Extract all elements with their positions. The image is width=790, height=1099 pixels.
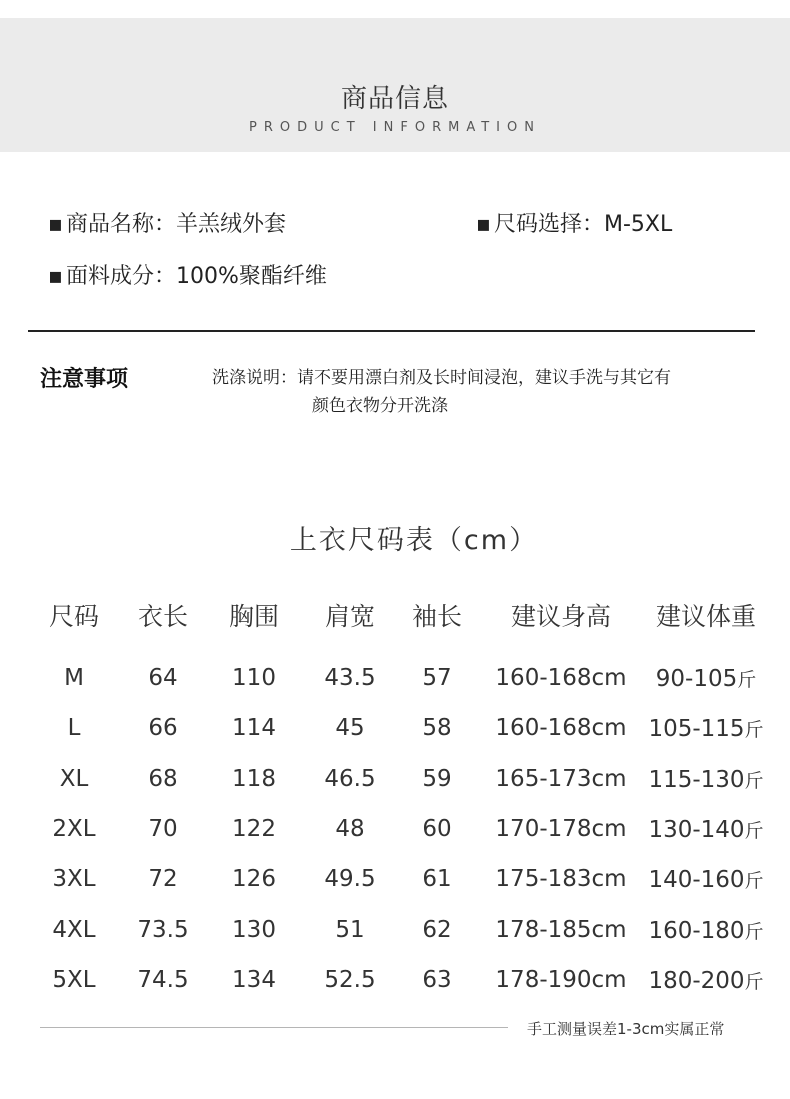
column-header-sleeve: 袖长 <box>411 602 463 631</box>
cell-sleeve: 59 <box>422 766 452 792</box>
weight-value: 180-200 <box>648 968 745 994</box>
cell-weight <box>648 715 763 742</box>
weight-unit: 斤 <box>744 971 764 993</box>
cell-chest: 130 <box>232 917 276 943</box>
cell-size: M <box>64 665 84 691</box>
product-name: 商品名称：羊羔绒外套 <box>66 212 287 237</box>
cell-sleeve: 63 <box>422 967 452 993</box>
cell-weight <box>648 816 763 843</box>
wash-instructions <box>212 364 752 420</box>
cell-length: 73.5 <box>137 917 189 943</box>
cell-size: L <box>67 715 81 741</box>
cell-height: 160-168cm <box>495 665 627 691</box>
cell-shoulder: 45 <box>335 715 365 741</box>
column-header-chest: 胸围 <box>228 602 280 631</box>
size-table-title: 上衣尺码表（cm） <box>289 525 539 556</box>
cell-size: XL <box>59 766 89 792</box>
material-item <box>48 259 327 290</box>
measurement-footnote: 手工测量误差1-3cm实属正常 <box>527 1020 725 1038</box>
cell-height: 178-190cm <box>495 967 627 993</box>
cell-height: 178-185cm <box>495 917 627 943</box>
cell-weight <box>656 665 756 692</box>
cell-length: 70 <box>148 816 178 842</box>
weight-value: 130-140 <box>648 817 745 843</box>
weight-unit: 斤 <box>744 820 764 842</box>
bullet-icon: ▪ <box>48 264 63 289</box>
page-subtitle: PRODUCT INFORMATION <box>249 120 541 135</box>
cell-chest: 114 <box>232 715 276 741</box>
weight-value: 90-105 <box>655 666 738 692</box>
cell-chest: 126 <box>232 866 276 892</box>
wash-line-2: 颜色衣物分开洗涤 <box>312 396 448 416</box>
cell-shoulder: 49.5 <box>324 866 376 892</box>
cell-length: 68 <box>148 766 178 792</box>
cell-size: 2XL <box>52 816 96 842</box>
column-header-height: 建议身高 <box>510 602 612 631</box>
cell-weight <box>648 866 763 893</box>
cell-chest: 134 <box>232 967 276 993</box>
weight-value: 115-130 <box>648 767 745 793</box>
material: 面料成分：100%聚酯纤维 <box>66 264 327 289</box>
cell-weight <box>648 766 763 793</box>
cell-weight <box>648 917 763 944</box>
cell-height: 170-178cm <box>495 816 627 842</box>
weight-unit: 斤 <box>744 770 764 792</box>
cell-shoulder: 52.5 <box>324 967 376 993</box>
cell-weight <box>648 967 763 994</box>
cell-shoulder: 51 <box>335 917 365 943</box>
cell-sleeve: 57 <box>422 665 452 691</box>
size-range-item <box>476 207 672 238</box>
cell-length: 74.5 <box>137 967 189 993</box>
weight-value: 140-160 <box>648 867 745 893</box>
weight-unit: 斤 <box>744 719 764 741</box>
wash-line-1: 洗涤说明：请不要用漂白剂及长时间浸泡，建议手洗与其它有 <box>212 368 671 388</box>
cell-size: 3XL <box>52 866 96 892</box>
bullet-icon: ▪ <box>476 212 491 237</box>
weight-unit: 斤 <box>744 870 764 892</box>
weight-value: 105-115 <box>648 716 745 742</box>
page-title: 商品信息 <box>340 84 449 114</box>
cell-chest: 110 <box>232 665 276 691</box>
cell-size: 5XL <box>52 967 96 993</box>
cell-shoulder: 43.5 <box>324 665 376 691</box>
column-header-shoulder: 肩宽 <box>324 602 376 631</box>
weight-unit: 斤 <box>744 921 764 943</box>
cell-sleeve: 58 <box>422 715 452 741</box>
column-header-size: 尺码 <box>48 602 100 631</box>
cell-sleeve: 62 <box>422 917 452 943</box>
cell-length: 72 <box>148 866 178 892</box>
cell-length: 66 <box>148 715 178 741</box>
cell-size: 4XL <box>52 917 96 943</box>
footnote-divider <box>40 1027 508 1028</box>
size-range: 尺码选择：M-5XL <box>494 212 673 237</box>
cell-length: 64 <box>148 665 178 691</box>
cell-sleeve: 61 <box>422 866 452 892</box>
cell-chest: 118 <box>232 766 276 792</box>
notes-heading: 注意事项 <box>40 367 129 392</box>
product-name-item <box>48 207 286 238</box>
weight-value: 160-180 <box>648 918 745 944</box>
cell-height: 165-173cm <box>495 766 627 792</box>
cell-height: 160-168cm <box>495 715 627 741</box>
bullet-icon: ▪ <box>48 212 63 237</box>
column-header-weight: 建议体重 <box>655 602 757 631</box>
cell-chest: 122 <box>232 816 276 842</box>
cell-height: 175-183cm <box>495 866 627 892</box>
cell-sleeve: 60 <box>422 816 452 842</box>
cell-shoulder: 46.5 <box>324 766 376 792</box>
section-divider <box>28 330 755 332</box>
weight-unit: 斤 <box>737 669 757 691</box>
column-header-length: 衣长 <box>137 602 189 631</box>
cell-shoulder: 48 <box>335 816 365 842</box>
header-banner <box>0 18 790 152</box>
